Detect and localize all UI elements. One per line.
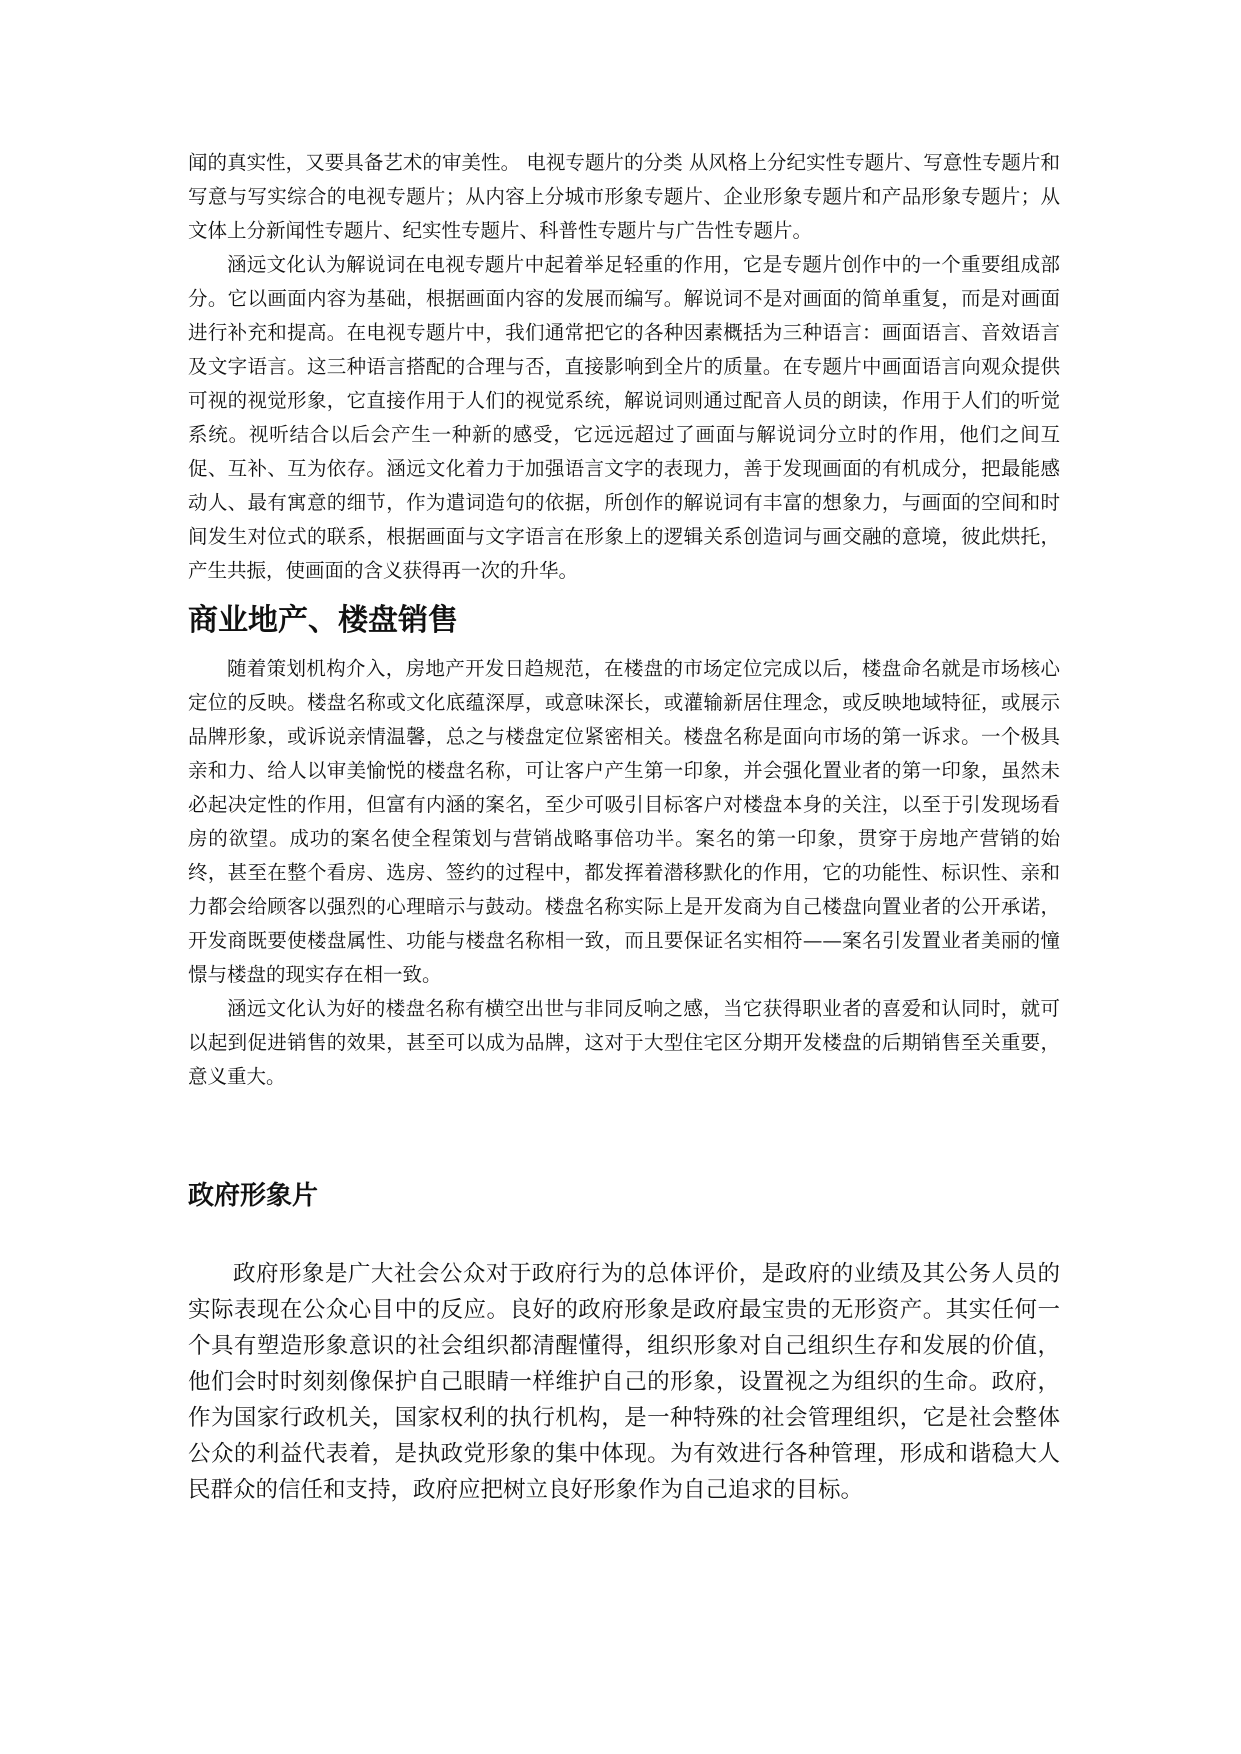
paragraph-property-naming: 随着策划机构介入，房地产开发日趋规范，在楼盘的市场定位完成以后，楼盘命名就是市场核心定位的反映。楼盘名称或文化底蕴深厚，或意味深长，或灌输新居住理念，或反映地域特征，或展示品牌形象，或诉说亲情温馨，总之与楼盘定位紧密相关。楼盘名称是面向市场的第一诉求。一个极具亲和力、给人以审美愉悦的楼盘名称，可让客户产生第一印象，并会强化置业者的第一印象，虽然未必起决定性的作用，但富有内涵的案名，至少可吸引目标客户对楼盘本身的关注，以至于引发现场看房的欲望。成功的案名使全程策划与营销战略事倍功半。案名的第一印象，贯穿于房地产营销的始终，甚至在整个看房、选房、签约的过程中，都发挥着潜移默化的作用，它的功能性、标识性、亲和力都会给顾客以强烈的心理暗示与鼓动。楼盘名称实际上是开发商为自己楼盘向置业者的公开承诺，开发商既要使楼盘属性、功能与楼盘名称相一致，而且要保证名实相符——案名引发置业者美丽的憧憬与楼盘的现实存在相一致。 bbox=[188, 657, 1060, 986]
document-page bbox=[188, 146, 1060, 1508]
paragraph-property-naming-value: 涵远文化认为好的楼盘名称有横空出世与非同反响之感，当它获得职业者的喜爱和认同时，就可以起到促进销售的效果，甚至可以成为品牌，这对于大型住宅区分期开发楼盘的后期销售至关重要，意义重大。 bbox=[188, 997, 1060, 1088]
paragraph-government-image: 政府形象是广大社会公众对于政府行为的总体评价，是政府的业绩及其公务人员的实际表现在公众心目中的反应。良好的政府形象是政府最宝贵的无形资产。其实任何一个具有塑造形象意识的社会组织都清醒懂得，组织形象对自己组织生存和发展的价值，他们会时时刻刻像保护自己眼睛一样维护自己的形象，设置视之为组织的生命。政府，作为国家行政机关，国家权利的执行机构，是一种特殊的社会管理组织，它是社会整体公众的利益代表着，是执政党形象的集中体现。为有效进行各种管理，形成和谐稳大人民群众的信任和支持，政府应把树立良好形象作为自己追求的目标。 bbox=[188, 1261, 1060, 1503]
section-heading-real-estate: 商业地产、楼盘销售 bbox=[188, 603, 458, 638]
paragraph-intro-continued: 闻的真实性，又要具备艺术的审美性。 电视专题片的分类 从风格上分纪实性专题片、写意性专题片和写意与写实综合的电视专题片；从内容上分城市形象专题片、企业形象专题片和产品形象专题片；从文体上分新闻性专题片、纪实性专题片、科普性专题片与广告性专题片。 bbox=[188, 151, 1060, 242]
paragraph-narration-importance: 涵远文化认为解说词在电视专题片中起着举足轻重的作用，它是专题片创作中的一个重要组成部分。它以画面内容为基础，根据画面内容的发展而编写。解说词不是对画面的简单重复，而是对画面进行补充和提高。在电视专题片中，我们通常把它的各种因素概括为三种语言：画面语言、音效语言及文字语言。这三种语言搭配的合理与否，直接影响到全片的质量。在专题片中画面语言向观众提供可视的视觉形象，它直接作用于人们的视觉系统，解说词则通过配音人员的朗读，作用于人们的听觉系统。视听结合以后会产生一种新的感受，它远远超过了画面与解说词分立时的作用，他们之间互促、互补、互为依存。涵远文化着力于加强语言文字的表现力，善于发现画面的有机成分，把最能感动人、最有寓意的细节，作为遣词造句的依据，所创作的解说词有丰富的想象力，与画面的空间和时间发生对位式的联系，根据画面与文字语言在形象上的逻辑关系创造词与画交融的意境，彼此烘托，产生共振，使画面的含义获得再一次的升华。 bbox=[188, 253, 1060, 582]
section-heading-government-film: 政府形象片 bbox=[188, 1181, 319, 1211]
